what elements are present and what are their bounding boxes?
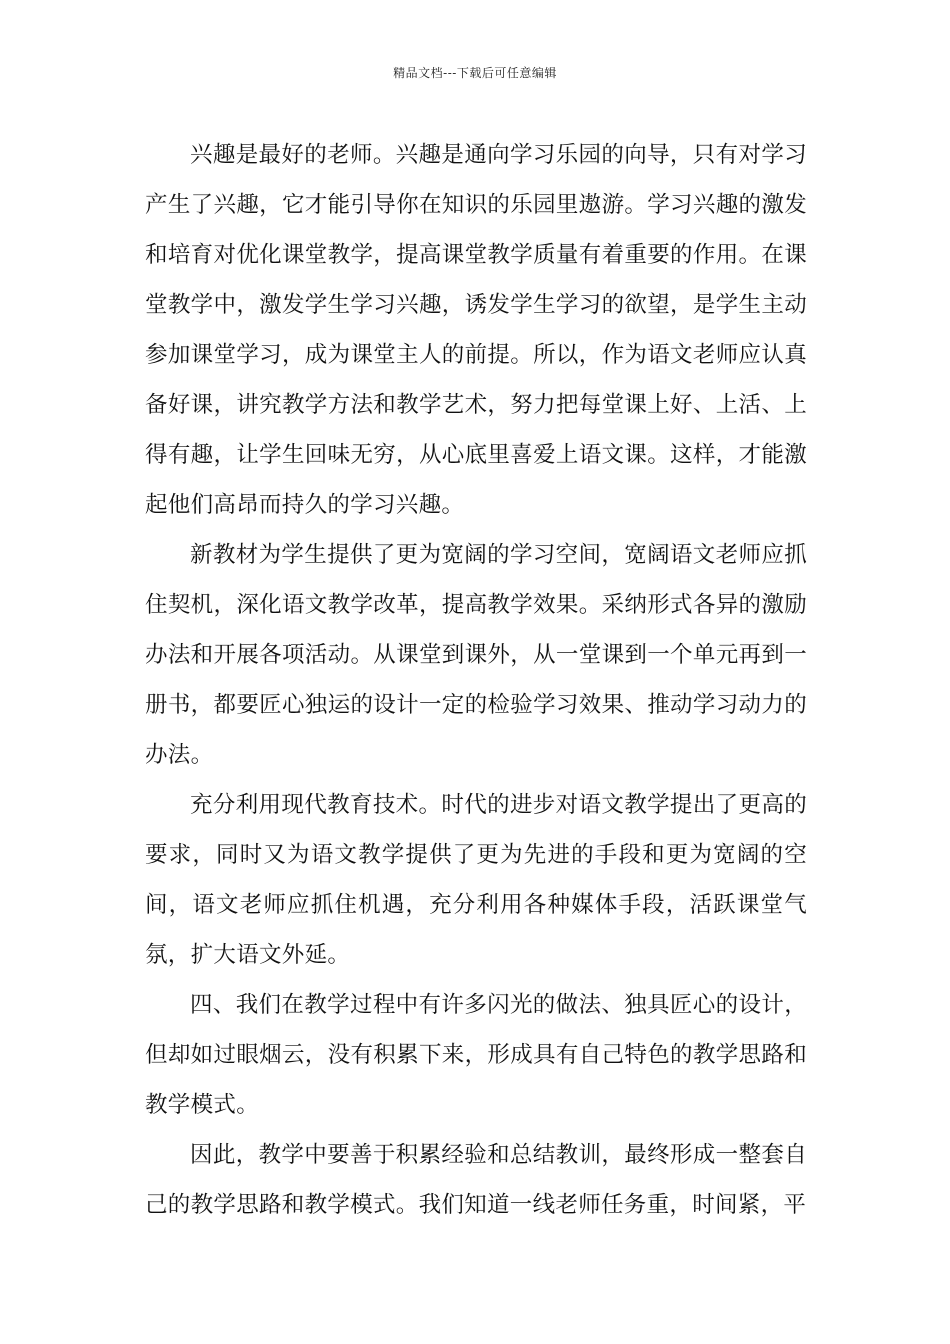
paragraph-section-four: 四、我们在教学过程中有许多闪光的做法、独具匠心的设计，但却如过眼烟云，没有积累下来，形成具有自己特色的教学思路和教学模式。 — [145, 992, 807, 1118]
paragraph-new-textbook: 新教材为学生提供了更为宽阔的学习空间，宽阔语文老师应抓住契机，深化语文教学改革，提高教学效果。采纳形式各异的激励办法和开展各项活动。从课堂到课外，从一堂课到一个单元再到一册书，都要匠心独运的设计一定的检验学习效果、推动学习动力的办法。 — [145, 542, 807, 768]
document-body — [145, 130, 807, 1230]
paragraph-interest: 兴趣是最好的老师。兴趣是通向学习乐园的向导，只有对学习产生了兴趣，它才能引导你在知识的乐园里遨游。学习兴趣的激发和培育对优化课堂教学，提高课堂教学质量有着重要的作用。在课堂教学中，激发学生学习兴趣，诱发学生学习的欲望，是学生主动参加课堂学习，成为课堂主人的前提。所以，作为语文老师应认真备好课，讲究教学方法和教学艺术，努力把每堂课上好、上活、上得有趣，让学生回味无穷，从心底里喜爱上语文课。这样，才能激起他们高昂而持久的学习兴趣。 — [145, 142, 807, 518]
paragraph-therefore: 因此，教学中要善于积累经验和总结教训，最终形成一整套自己的教学思路和教学模式。我们知道一线老师任务重，时间紧，平 — [145, 1142, 807, 1218]
page-header: 精品文档---下载后可任意编辑 — [393, 66, 557, 80]
paragraph-modern-technology: 充分利用现代教育技术。时代的进步对语文教学提出了更高的要求，同时又为语文教学提供了更为先进的手段和更为宽阔的空间，语文老师应抓住机遇，充分利用各种媒体手段，活跃课堂气氛，扩大语文外延。 — [145, 792, 807, 968]
